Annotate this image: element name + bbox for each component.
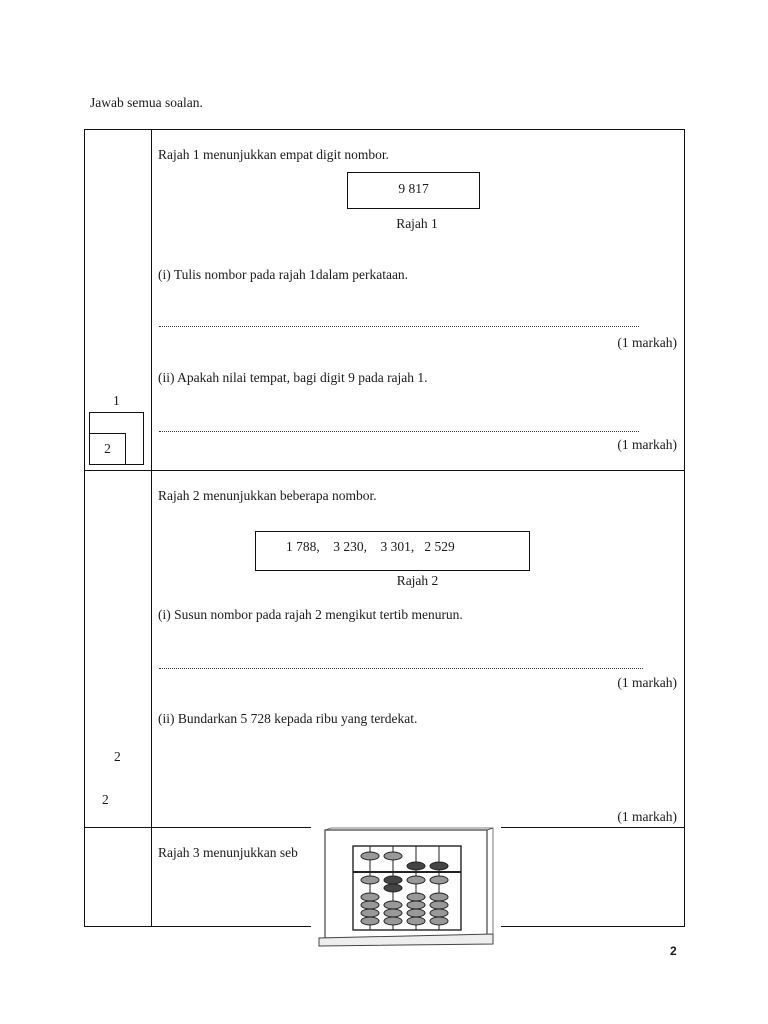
q1-mark-ii: (1 markah) xyxy=(617,437,677,452)
q1-figure-label: Rajah 1 xyxy=(396,216,438,231)
q1-score-total: 2 xyxy=(104,441,111,456)
q1-part-ii: (ii) Apakah nilai tempat, bagi digit 9 pada rajah 1. xyxy=(158,370,428,385)
q1-answer-line-i[interactable] xyxy=(159,326,639,327)
q2-part-i: (i) Susun nombor pada rajah 2 mengikut tertib menurun. xyxy=(158,607,463,622)
q2-score-mark: 2 xyxy=(114,749,121,764)
q2-numbers-box xyxy=(255,531,530,571)
q1-mark-i: (1 markah) xyxy=(617,335,677,350)
q1-answer-line-ii[interactable] xyxy=(159,431,639,432)
q1-score-inner-box xyxy=(89,433,126,465)
q1-score-mark: 1 xyxy=(113,393,120,408)
q2-mark-ii: (1 markah) xyxy=(617,809,677,824)
q1-number-box xyxy=(347,172,480,209)
q2-mark-i: (1 markah) xyxy=(617,675,677,690)
q1-stem: Rajah 1 menunjukkan empat digit nombor. xyxy=(158,147,389,162)
q3-stem: Rajah 3 menunjukkan seb xyxy=(158,845,298,860)
q1-number: 9 817 xyxy=(398,181,429,196)
instruction: Jawab semua soalan. xyxy=(90,95,203,110)
q1-part-i: (i) Tulis nombor pada rajah 1dalam perkataan. xyxy=(158,267,409,282)
q2-part-ii: (ii) Bundarkan 5 728 kepada ribu yang terdekat. xyxy=(158,711,418,726)
page-number: 2 xyxy=(670,944,677,958)
q2-stem: Rajah 2 menunjukkan beberapa nombor. xyxy=(158,488,377,503)
q2-numbers: 1 788, 3 230, 3 301, 2 529 xyxy=(286,539,455,554)
abacus-icon xyxy=(311,826,501,958)
q2-score-total: 2 xyxy=(102,792,109,807)
q2-figure-label: Rajah 2 xyxy=(396,573,439,588)
q2-answer-line-i[interactable] xyxy=(159,668,643,669)
